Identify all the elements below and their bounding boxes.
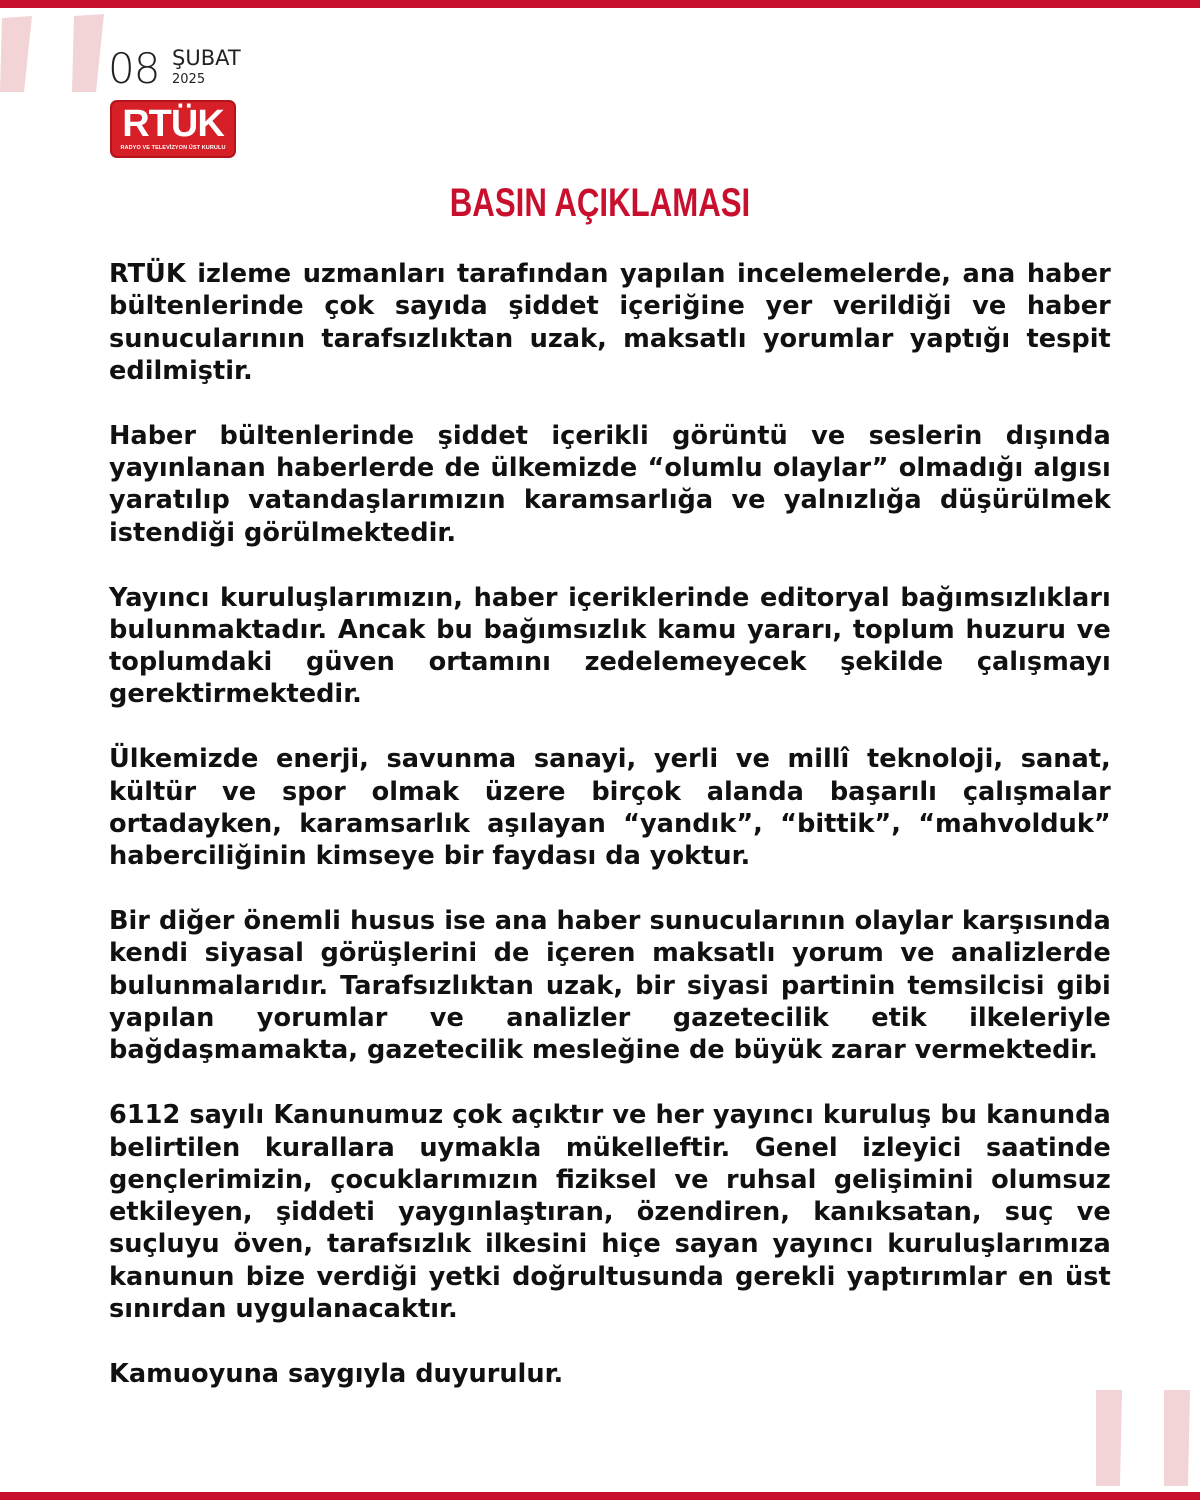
logo-wordmark: RTÜK [122, 103, 224, 145]
bottom-accent-bar [0, 1492, 1200, 1500]
date-day: 08 [108, 44, 160, 93]
paragraph: Yayıncı kuruluşlarımızın, haber içeriklerinde editoryal bağımsızlıkları bulunmaktadır. Ancak bu bağımsızlık kamu yararı, toplum huzuru ve toplumdaki güven ortamını zedelemeyecek şekilde çalışmayı gerektirmektedir. [109, 582, 1111, 710]
closing-line: Kamuoyuna saygıyla duyurulur. [109, 1358, 564, 1389]
date-year: 2025 [172, 72, 206, 87]
date-month: ŞUBAT [172, 46, 241, 70]
paragraph: RTÜK izleme uzmanları tarafından yapılan incelemelerde, ana haber bültenlerinde çok sayıda şiddet içeriğine yer verildiği ve haber sunucularının tarafsızlıktan uzak, maksatlı yorumlar yaptığı tespit edilmiştir. [109, 259, 1111, 386]
paragraph: Ülkemizde enerji, savunma sanayi, yerli ve millî teknoloji, sanat, kültür ve spor olmak üzere birçok alanda başarılı çalışmalar ortadayken, karamsarlık aşılayan “yandık”, “bittik”, “mahvolduk” haberciliğinin kimseye bir faydası da yoktur. [109, 744, 1111, 872]
closing-quote-icon [1092, 1388, 1200, 1488]
rtuk-logo [110, 100, 236, 158]
paragraph: 6112 sayılı Kanunumuz çok açıktır ve her yayıncı kuruluş bu kanunda belirtilen kurallara uymakla mükelleftir. Genel izleyici saatinde gençlerimizin, çocuklarımızın fiziksel ve ruhsal gelişimini olumsuz etkileyen, şiddeti yaygınlaştıran, özendiren, kanıksatan, suç ve suçluyu öven, tarafsızlık ilkesini hiçe sayan yayıncı kuruluşlarımıza kanunun bize verdiği yetki doğrultusunda gerekli yaptırımlar en üst sınırdan uygulanacaktır. [109, 1100, 1111, 1324]
opening-quote-icon [0, 12, 112, 94]
page-title: BASIN AÇIKLAMASI [449, 181, 751, 225]
paragraph: Haber bültenlerinde şiddet içerikli görüntü ve seslerin dışında yayınlanan haberlerde de ülkemizde “olumlu olaylar” olmadığı algısı yaratılıp vatandaşlarımızın karamsarlığa ve yalnızlığa düşürülmek istendiği görülmektedir. [109, 420, 1111, 548]
logo-subtitle: RADYO VE TELEVİZYON ÜST KURULU [120, 145, 226, 151]
press-release-body [109, 258, 1111, 1423]
paragraph: Bir diğer önemli husus ise ana haber sunucularının olaylar karşısında kendi siyasal görüşlerini de içeren maksatlı yorum ve analizlerde bulunmalarıdır. Tarafsızlıktan uzak, bir siyasi partinin temsilcisi gibi yapılan yorumlar ve analizler gazetecilik etik ilkeleriyle bağdaşmamakta, gazetecilik mesleğine de büyük zarar vermektedir. [109, 906, 1111, 1066]
top-accent-bar [0, 0, 1200, 8]
